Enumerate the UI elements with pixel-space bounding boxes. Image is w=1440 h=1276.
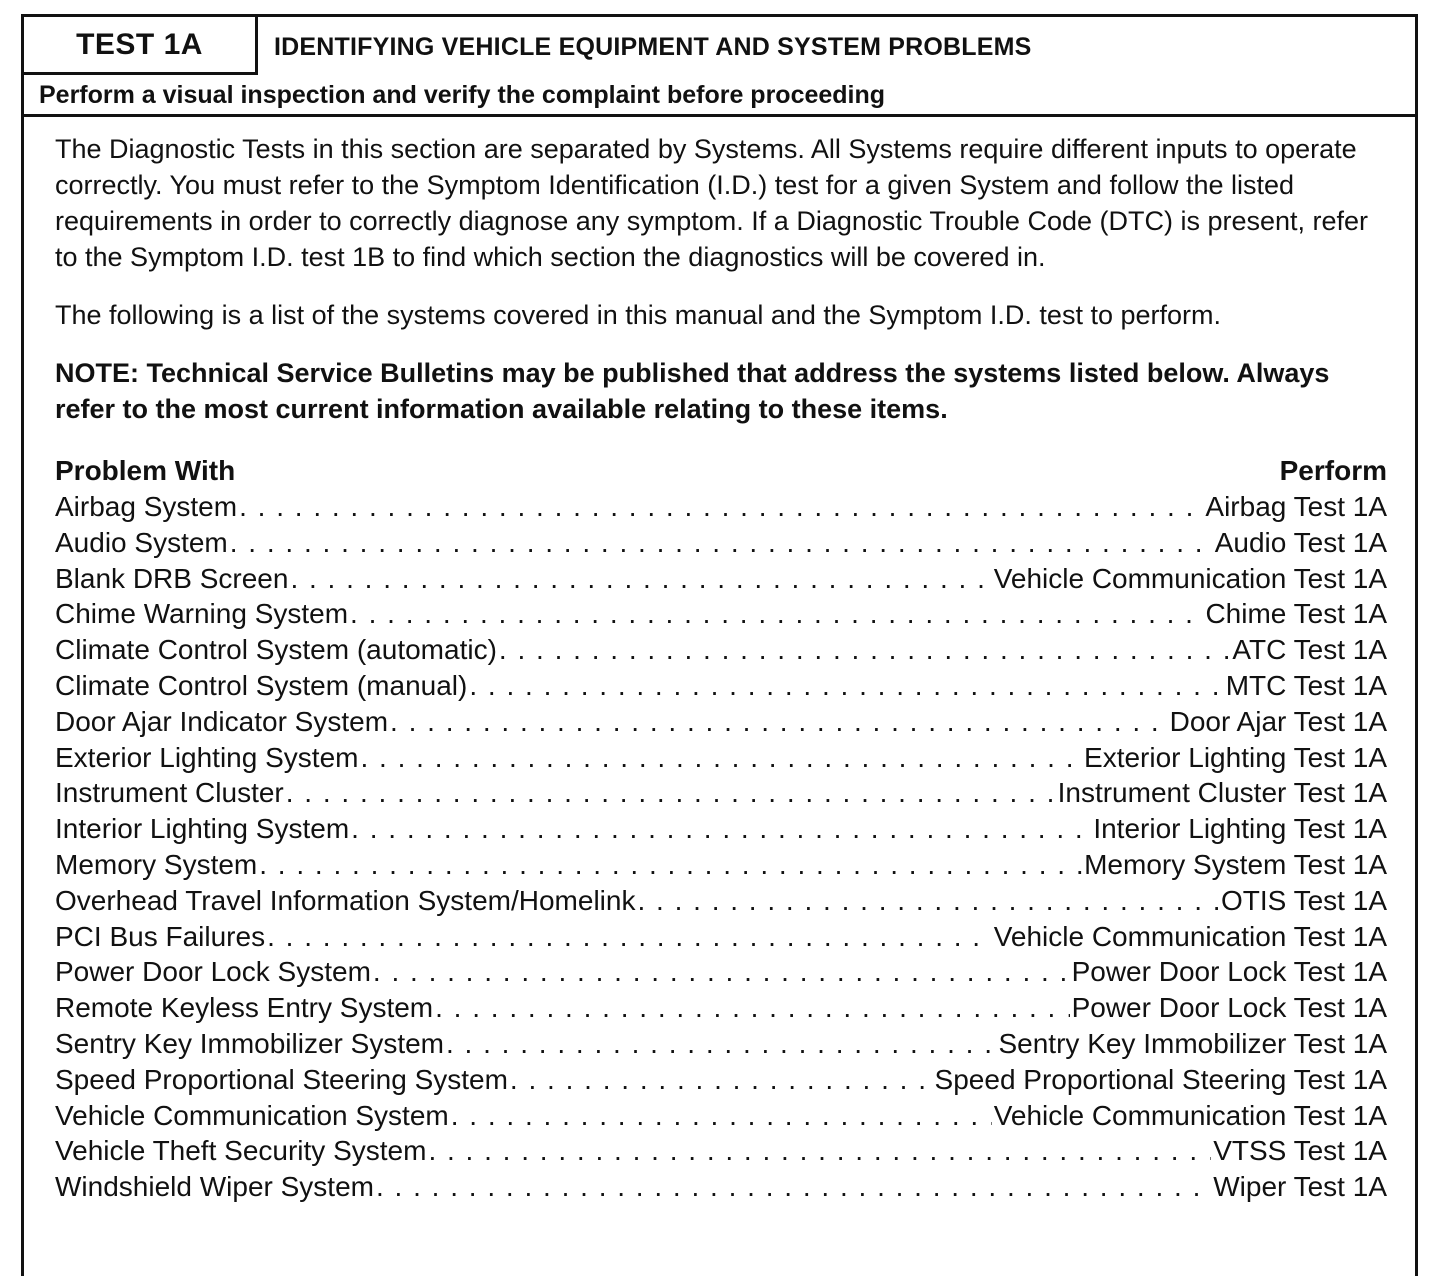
perform-cell: Instrument Cluster Test 1A: [1057, 777, 1387, 809]
document-body: [55, 131, 1387, 1205]
problem-cell: Sentry Key Immobilizer System: [55, 1027, 444, 1059]
perform-cell: Wiper Test 1A: [1213, 1171, 1387, 1203]
dot-leader: [360, 740, 1082, 776]
dot-leader: [376, 1169, 1211, 1205]
perform-cell: Airbag Test 1A: [1205, 491, 1387, 522]
table-row: [55, 847, 1387, 883]
dot-leader: [451, 1098, 992, 1134]
problem-cell: Speed Proportional Steering System: [55, 1063, 508, 1095]
problem-cell: Interior Lighting System: [55, 813, 350, 845]
dot-leader: [351, 811, 1091, 847]
table-row: [55, 740, 1387, 776]
problem-cell: Remote Keyless Entry System: [55, 992, 434, 1024]
perform-cell: Vehicle Communication Test 1A: [993, 1099, 1387, 1131]
intro-paragraph: The Diagnostic Tests in this section are separated by Systems. All Systems require different inputs to operate correctly. You must refer to the Symptom Identification (I.D.) test for a given System and follow the listed requirements in order to correctly diagnose any symptom. If a Diagnostic Trouble Code (DTC) is present, refer to the Symptom I.D. test 1B to find which section the diagnostics will be covered in.: [55, 134, 1369, 272]
table-row: [55, 704, 1387, 740]
table-row: [55, 1062, 1387, 1098]
table-row: [55, 954, 1387, 990]
problem-cell: Vehicle Theft Security System: [55, 1135, 427, 1167]
problem-cell: Door Ajar Indicator System: [55, 705, 389, 737]
problem-cell: Instrument Cluster: [55, 777, 284, 809]
table-row: [55, 1098, 1387, 1134]
dot-leader: [428, 1133, 1211, 1169]
problem-cell: PCI Bus Failures: [55, 920, 266, 952]
perform-cell: Power Door Lock Test 1A: [1071, 992, 1387, 1024]
perform-cell: OTIS Test 1A: [1221, 884, 1387, 916]
perform-cell: MTC Test 1A: [1225, 669, 1387, 701]
dot-leader: [390, 704, 1168, 740]
dot-leader: [286, 775, 1056, 811]
perform-cell: VTSS Test 1A: [1213, 1135, 1387, 1167]
perform-cell: Speed Proportional Steering Test 1A: [934, 1063, 1387, 1095]
perform-cell: Sentry Key Immobilizer Test 1A: [998, 1027, 1387, 1059]
dot-leader: [499, 632, 1231, 668]
dot-leader: [510, 1062, 933, 1098]
table-row: [55, 525, 1387, 561]
dot-leader: [469, 668, 1223, 704]
dot-leader: [435, 990, 1069, 1026]
dot-leader: [239, 489, 1203, 525]
tsb-note: NOTE: Technical Service Bulletins may be published that address the systems listed below. Always refer to the most current information available relating to these items.: [55, 358, 1330, 424]
problem-cell: Audio System: [55, 526, 228, 558]
perform-cell: ATC Test 1A: [1232, 634, 1387, 666]
dot-leader: [637, 883, 1219, 919]
test-number-label: TEST 1A: [24, 17, 258, 75]
perform-cell: Power Door Lock Test 1A: [1071, 956, 1387, 988]
document-frame: [21, 14, 1418, 1276]
table-row: [55, 883, 1387, 919]
table-row: [55, 632, 1387, 668]
perform-cell: Audio Test 1A: [1214, 526, 1387, 558]
inspection-instruction: Perform a visual inspection and verify the complaint before proceeding: [24, 75, 1415, 117]
perform-cell: Memory System Test 1A: [1084, 848, 1387, 880]
perform-cell: Vehicle Communication Test 1A: [993, 562, 1387, 594]
dot-leader: [259, 847, 1082, 883]
problem-cell: Blank DRB Screen: [55, 562, 289, 594]
problem-cell: Exterior Lighting System: [55, 741, 359, 773]
problem-cell: Windshield Wiper System: [55, 1171, 374, 1203]
column-header-perform: Perform: [1279, 455, 1387, 486]
perform-cell: Chime Test 1A: [1205, 598, 1387, 630]
column-header-problem: Problem With: [55, 455, 236, 486]
table-row: [55, 811, 1387, 847]
dot-leader: [267, 919, 992, 955]
dot-leader: [373, 954, 1070, 990]
problem-cell: Chime Warning System: [55, 598, 349, 630]
problem-cell: Power Door Lock System: [55, 956, 371, 988]
problem-cell: Vehicle Communication System: [55, 1099, 449, 1131]
problem-cell: Memory System: [55, 848, 258, 880]
table-row: [55, 668, 1387, 704]
dot-leader: [290, 561, 991, 597]
problem-cell: Overhead Travel Information System/Homelink: [55, 884, 636, 916]
dot-leader: [350, 596, 1203, 632]
table-row: [55, 1169, 1387, 1205]
table-header: [55, 453, 1387, 489]
perform-cell: Door Ajar Test 1A: [1169, 705, 1387, 737]
perform-cell: Exterior Lighting Test 1A: [1084, 741, 1387, 773]
dot-leader: [230, 525, 1213, 561]
dot-leader: [446, 1026, 996, 1062]
table-row: [55, 1133, 1387, 1169]
problem-cell: Climate Control System (automatic): [55, 634, 497, 666]
perform-cell: Interior Lighting Test 1A: [1093, 813, 1387, 845]
perform-cell: Vehicle Communication Test 1A: [993, 920, 1387, 952]
table-row: [55, 990, 1387, 1026]
table-row: [55, 775, 1387, 811]
system-test-list: [55, 489, 1387, 1205]
table-row: [55, 561, 1387, 597]
table-row: [55, 489, 1387, 525]
list-intro-paragraph: The following is a list of the systems covered in this manual and the Symptom I.D. test to perform.: [55, 300, 1221, 330]
problem-cell: Airbag System: [55, 491, 238, 522]
table-row: [55, 919, 1387, 955]
table-row: [55, 1026, 1387, 1062]
table-row: [55, 596, 1387, 632]
problem-cell: Climate Control System (manual): [55, 669, 468, 701]
section-title: IDENTIFYING VEHICLE EQUIPMENT AND SYSTEM PROBLEMS: [274, 33, 1032, 61]
